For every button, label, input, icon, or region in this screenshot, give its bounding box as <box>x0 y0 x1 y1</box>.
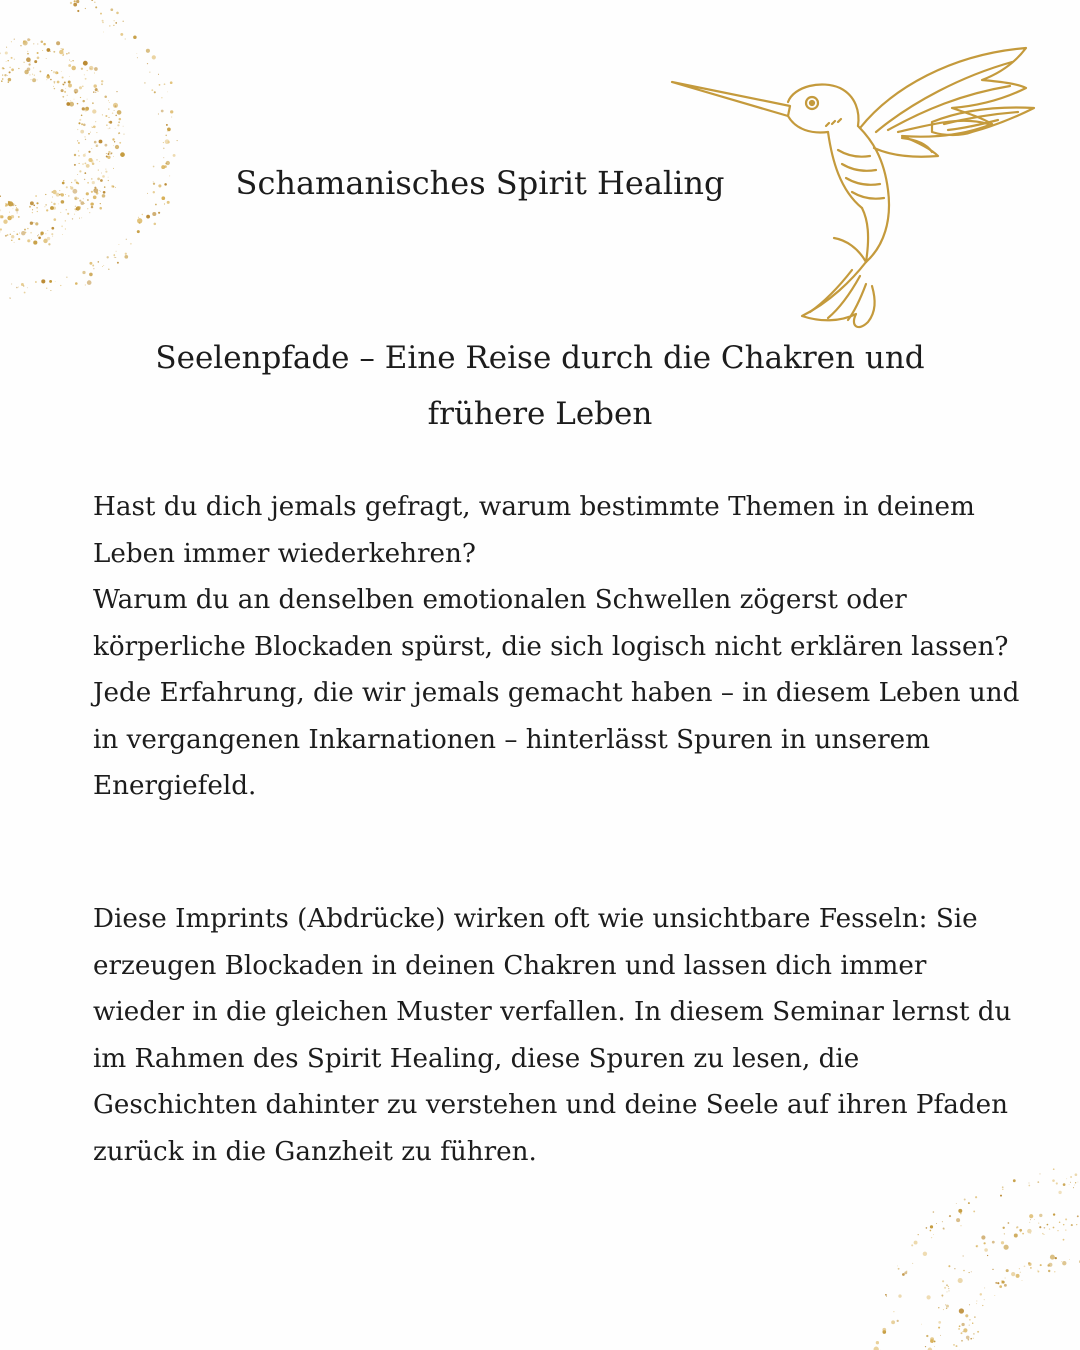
intro-line: Warum du an denselben emotionalen Schwellen zögerst oder <box>93 585 907 615</box>
intro-line: Leben immer wiederkehren? <box>93 538 476 569</box>
details-line: wieder in die gleichen Muster verfallen. In diesem Seminar lernst du <box>93 997 1012 1027</box>
intro-line: körperliche Blockaden spürst, die sich logisch nicht erklären lassen? <box>93 631 1009 662</box>
details-line: im Rahmen des Spirit Healing, diese Spuren zu lesen, die <box>93 1043 860 1074</box>
subtitle-line: frühere Leben <box>427 396 653 432</box>
intro-line: Jede Erfahrung, die wir jemals gemacht haben – in diesem Leben und <box>93 678 1020 708</box>
intro-line: Hast du dich jemals gefragt, warum bestimmte Themen in deinem <box>93 492 975 522</box>
page-title: Schamanisches Spirit Healing <box>235 164 725 202</box>
details-line: Diese Imprints (Abdrücke) wirken oft wie unsichtbare Fesseln: Sie <box>93 904 978 934</box>
intro-line: Energiefeld. <box>93 771 257 801</box>
intro-line: in vergangenen Inkarnationen – hinterlässt Spuren in unserem <box>93 724 930 755</box>
details-line: erzeugen Blockaden in deinen Chakren und lassen dich immer <box>93 950 927 981</box>
intro-paragraph <box>93 484 1023 810</box>
details-line: zurück in die Ganzheit zu führen. <box>93 1136 537 1167</box>
subtitle-line: Seelenpfade – Eine Reise durch die Chakren und <box>155 340 925 376</box>
seminar-subtitle <box>110 330 970 442</box>
details-paragraph <box>93 896 1023 1175</box>
details-line: Geschichten dahinter zu verstehen und deine Seele auf ihren Pfaden <box>93 1090 1008 1120</box>
